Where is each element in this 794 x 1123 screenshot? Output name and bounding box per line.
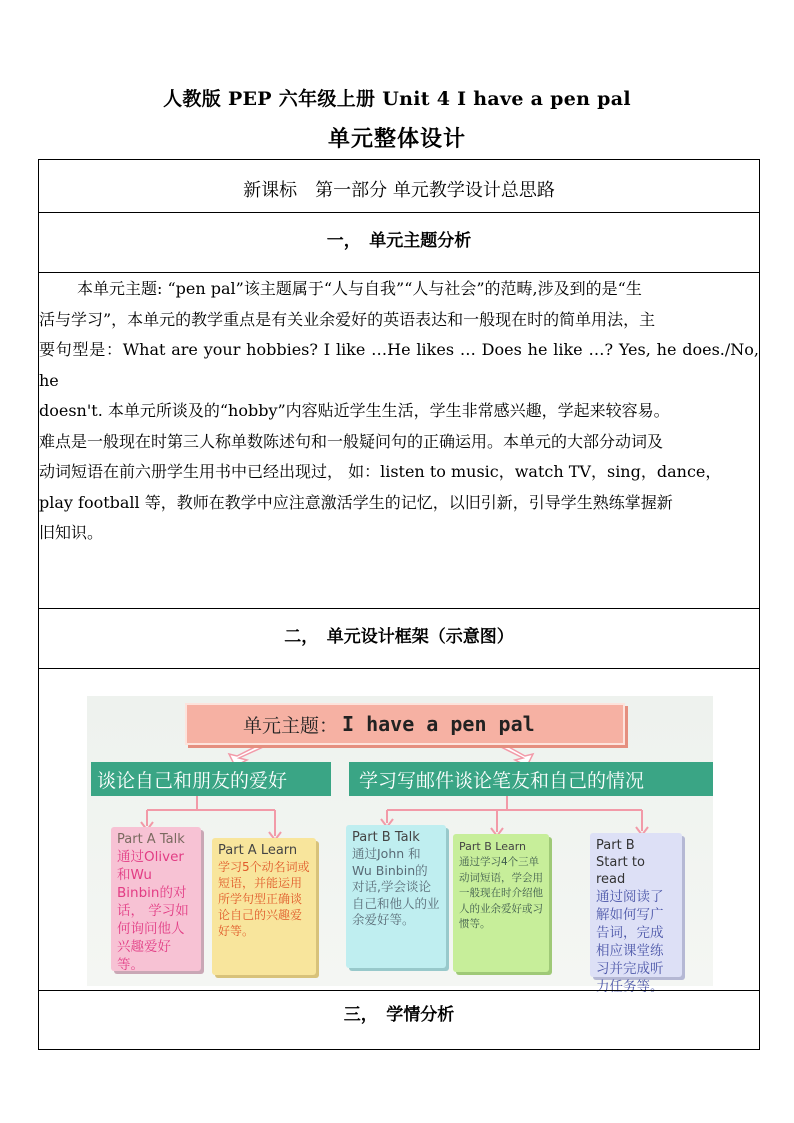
card-heading: Part B Start to read [596, 838, 645, 887]
card-heading: Part B Learn [459, 840, 526, 853]
unit-theme-analysis [39, 274, 759, 549]
table-divider [39, 272, 759, 273]
section-one-heading: 一， 单元主题分析 [326, 231, 472, 251]
card-description: 通过John 和 Wu Binbin的对话,学会谈论自己和他人的业余爱好等。 [352, 846, 440, 927]
card-description: 通过阅读了解如何写广告词，完成相应课堂练习并完成听力任务等。 [596, 889, 664, 995]
table-divider [39, 212, 759, 213]
table-divider [39, 990, 759, 991]
section-two-heading: 二， 单元设计框架（示意图） [284, 627, 514, 647]
design-table [38, 159, 760, 1050]
analysis-line: 动词短语在前六册学生用书中已经出现过， 如：listen to music，watch TV，sing，dance， [39, 462, 722, 481]
theme-value: I have a pen pal [342, 712, 535, 736]
analysis-line: doesn't. 本单元所谈及的“hobby”内容贴近学生生活，学生非常感兴趣，学起来较容易。 [39, 401, 670, 420]
band-talk-hobbies: 谈论自己和朋友的爱好 [91, 762, 331, 796]
unit-framework-diagram [87, 696, 713, 995]
card-description: 通过学习4个三单动词短语，学会用一般现在时介绍他人的业余爱好或习惯等。 [459, 856, 543, 930]
analysis-line: 要句型是：What are your hobbies? I like …He likes … Does he like …? Yes, he does./No, he [39, 340, 759, 390]
card-part-b-talk [346, 825, 446, 968]
card-part-b-learn [453, 834, 549, 972]
analysis-line: 难点是一般现在时第三人称单数陈述句和一般疑问句的正确运用。本单元的大部分动词及 [39, 431, 664, 451]
band-write-email: 学习写邮件谈论笔友和自己的情况 [349, 762, 713, 796]
analysis-line: play football 等，教师在教学中应注意激活学生的记忆，以旧引新，引导学生熟练掌握新 [39, 492, 673, 512]
card-part-a-learn [212, 838, 316, 975]
section-three-heading: 三， 学情分析 [343, 1005, 455, 1025]
card-heading: Part A Talk [117, 832, 185, 847]
card-description: 学习5个动名词或短语，并能运用所学句型正确谈论自己的兴趣爱好等。 [218, 860, 310, 938]
card-heading: Part B Talk [352, 830, 420, 845]
card-part-a-talk [111, 827, 201, 971]
analysis-line: 本单元主题: “pen pal”该主题属于“人与自我”“人与社会”的范畴,涉及到的是“生 [77, 279, 642, 298]
document-subtitle: 单元整体设计 [327, 126, 466, 152]
analysis-line: 旧知识。 [39, 523, 104, 542]
unit-theme-box [185, 703, 625, 745]
card-heading: Part A Learn [218, 843, 298, 858]
card-part-b-read [590, 833, 682, 995]
part-one-heading: 新课标 第一部分 单元教学设计总思路 [243, 180, 555, 201]
card-description: 通过Oliver和Wu Binbin的对话， 学习如何询问他人兴趣爱好等。 [117, 849, 189, 973]
table-divider [39, 668, 759, 669]
theme-label: 单元主题： [243, 714, 339, 737]
document-title: 人教版 PEP 六年级上册 Unit 4 I have a pen pal [163, 88, 631, 110]
analysis-line: 活与学习”，本单元的教学重点是有关业余爱好的英语表达和一般现在时的简单用法，主 [39, 309, 656, 329]
table-divider [39, 608, 759, 609]
